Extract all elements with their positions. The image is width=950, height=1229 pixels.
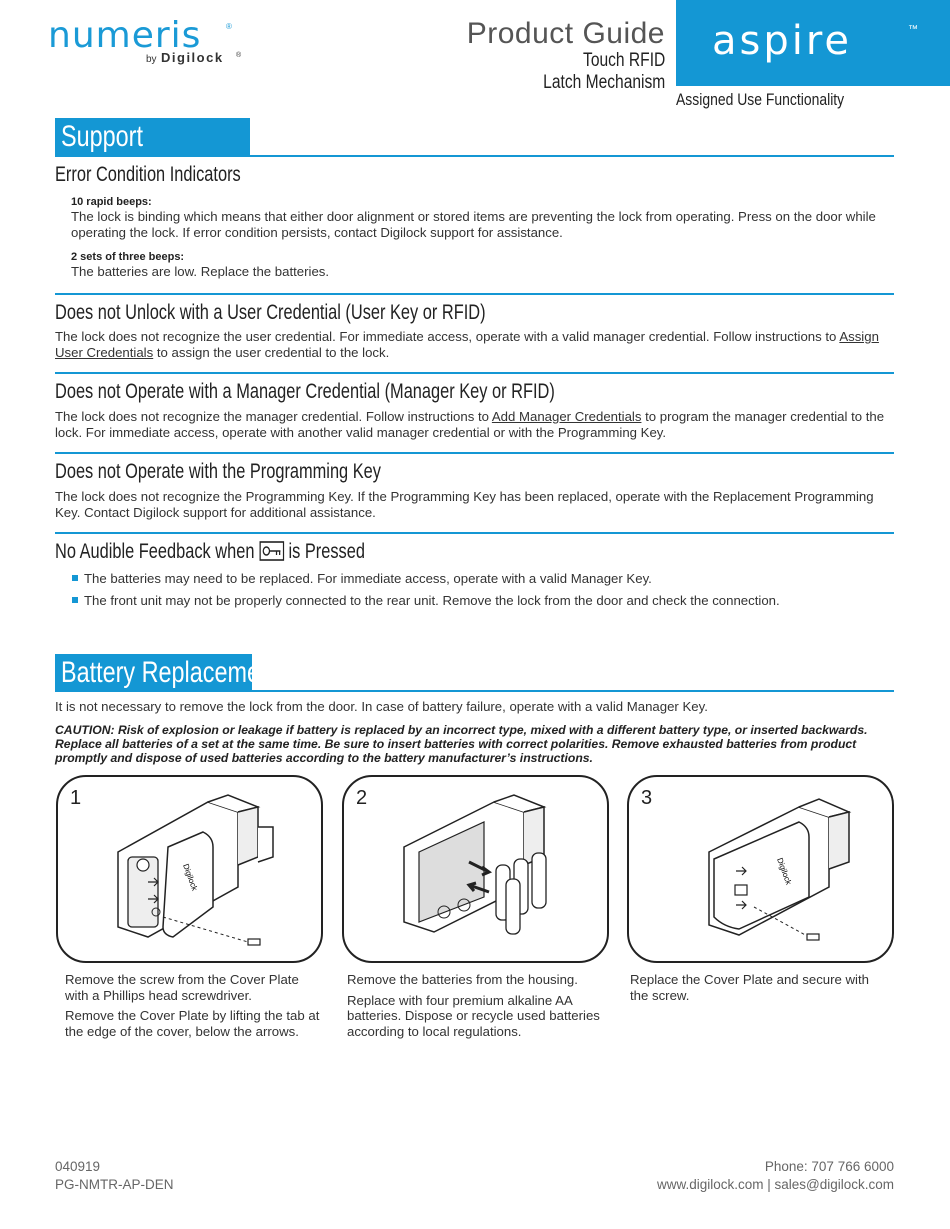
bullet-square-icon [72,597,78,603]
step-1-illustration [98,787,298,957]
audible-bullet-1: The batteries may need to be replaced. For immediate access, operate with a valid Manager Key. [72,571,652,586]
aspire-logo: aspire [712,18,853,64]
step-1-panel [56,775,323,963]
key-button-icon [259,541,284,561]
brand-name: numeris [48,15,202,56]
divider-2 [55,372,894,374]
footer-code-doc: PG-NMTR-AP-DEN [55,1177,174,1192]
step-3-caption-1: Replace the Cover Plate and secure with the screw. [630,972,869,1003]
divider-1 [55,293,894,295]
error-item1-label: 10 rapid beeps: [71,196,152,208]
step-1-number: 1 [70,787,82,809]
step-2-illustration [384,787,584,957]
error-item1-text: The lock is binding which means that either door alignment or stored items are preventing the lock from operating. Press on the door while operating the lock. If error condition persists, contact Digilock support for assistance. [71,209,876,240]
error-item2-label: 2 sets of three beeps: [71,251,185,263]
footer-code-date: 040919 [55,1159,101,1174]
brand-by: by [146,54,157,65]
step-3-number: 3 [641,787,653,809]
digilock-mark-1: Digilock [181,862,200,893]
functionality-label: Assigned Use Functionality [676,90,845,109]
step-2-caption [347,972,607,1044]
trademark-mark: ™ [908,24,918,35]
manager-cred-text: The lock does not recognize the manager credential. Follow instructions to Add Manager Credentials to program the manager credential to the lock. For immediate access, operate with another valid manager credential or with the Programming Key. [55,409,885,440]
digilock-mark-3: Digilock [775,856,794,887]
step-3-panel [627,775,894,963]
page-subtitle-2: Latch Mechanism [542,72,665,93]
user-cred-title: Does not Unlock with a User Credential (User Key or RFID) [55,301,486,324]
prog-key-text: The lock does not recognize the Programming Key. If the Programming Key has been replaced, operate with the Replacement Programming Key. Contact Digilock support for additional assistance. [55,489,874,520]
step-1-caption-2: Remove the Cover Plate by lifting the tab at the edge of the cover, below the arrows. [65,1008,320,1039]
step-3-caption [630,972,890,1008]
divider-3 [55,452,894,454]
prog-key-title: Does not Operate with the Programming Key [55,460,381,483]
add-manager-credentials-link[interactable]: Add Manager Credentials [491,409,642,424]
divider-4 [55,532,894,534]
battery-caution: CAUTION: Risk of explosion or leakage if battery is replaced by an incorrect type, mixed with a different battery type, or inserted backwards. Replace all batteries of a set at the same time. Be sure to insert batteries with correct polarities. Remove exhausted batteries from product promptly and dispose of used batteries according to the battery manufacturer’s instructions. [55,723,868,765]
assign-user-credentials-link[interactable]: Assign User Credentials [55,329,879,360]
error-item2-text: The batteries are low. Replace the batteries. [71,264,330,279]
step-1-caption [65,972,325,1044]
header-title-block [467,18,665,94]
registered-mark-2: ® [236,52,242,59]
footer-phone: Phone: 707 766 6000 [764,1159,894,1174]
page-title: Product Guide [466,17,665,50]
step-2-panel [342,775,609,963]
error-indicators-title: Error Condition Indicators [55,163,241,186]
page-subtitle-1: Touch RFID [582,50,665,71]
manager-cred-title: Does not Operate with a Manager Credential (Manager Key or RFID) [55,380,555,403]
user-cred-text: The lock does not recognize the user credential. For immediate access, operate with a valid manager credential. Follow instructions to Assign User Credentials to assign the user credential to the lock. [55,329,879,360]
step-2-caption-2: Replace with four premium alkaline AA batteries. Dispose or recycle used batteries according to local regulations. [347,992,600,1039]
registered-mark: ® [226,22,232,31]
battery-intro: It is not necessary to remove the lock from the door. In case of battery failure, operate with a valid Manager Key. [55,699,708,714]
footer-codes [55,1158,174,1194]
step-1-caption-1: Remove the screw from the Cover Plate with a Phillips head screwdriver. [65,972,299,1003]
aspire-logo-box [676,0,950,86]
support-heading: Support [55,118,250,156]
bullet-square-icon [72,575,78,581]
numeris-logo [48,15,248,70]
brand-digilock: Digilock [161,50,224,65]
audible-title: No Audible Feedback when is Pressed [55,540,365,563]
step-2-number: 2 [356,787,368,809]
battery-rule [55,690,894,692]
step-2-caption-1: Remove the batteries from the housing. [347,972,578,987]
footer-contact [657,1158,894,1194]
footer-web[interactable]: www.digilock.com | sales@digilock.com [656,1177,894,1192]
battery-heading: Battery Replacement [55,654,252,692]
audible-bullet-2: The front unit may not be properly connected to the rear unit. Remove the lock from the door and check the connection. [72,593,780,608]
step-3-illustration [669,787,869,957]
support-rule [55,155,894,157]
